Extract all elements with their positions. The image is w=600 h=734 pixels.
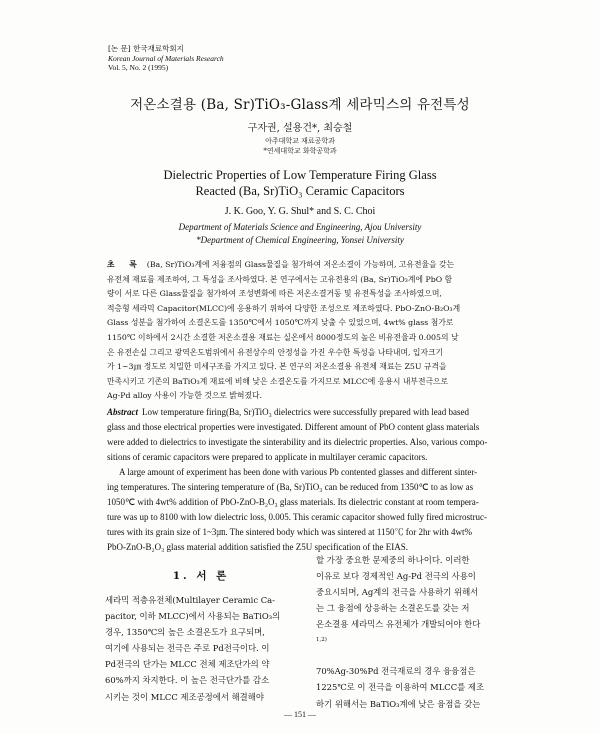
page-number: — 151 — xyxy=(284,710,316,719)
body-line: 시키는 것이 MLCC 제조공정에서 해결해야 xyxy=(105,691,264,702)
body-line: 1225℃로 이 전극을 이용하여 MLCC를 제조 xyxy=(316,682,485,693)
body-line: 60%까지 차지한다. 이 높은 전극단가를 감소 xyxy=(105,675,270,686)
abstract-line: PbO-ZnO-B₂O₃ glass material addition satisfied the Z5U specification of the EIAS. xyxy=(107,542,408,552)
body-line: Pd전극의 단가는 MLCC 전체 제조단가의 약 xyxy=(105,659,270,670)
abstract-line: glass and those electrical properties were investigated. Different amount of PbO content glass materials xyxy=(107,422,480,432)
abstract-line: Ag-Pd alloy 사용이 가능한 것으로 밝혀졌다. xyxy=(107,391,263,401)
abstract-line: ture was up to 8100 with low dielectric loss, 0.005. This ceramic capacitor showed fully fired microstruc- xyxy=(107,512,487,522)
abstract-line: 적층형 세라믹 Capacitor(MLCC)에 응용하기 위하여 다양한 조성으로 제조하였다. PbO-ZnO-B₂O₃계 xyxy=(107,303,461,313)
korean-affiliation-2: *연세대학교 화학공학과 xyxy=(263,147,337,155)
paragraph-gap xyxy=(316,650,506,663)
header-journal-korean: [논 문] 한국재료학회지 xyxy=(108,44,184,53)
english-authors: J. K. Goo, Y. G. Shul* and S. C. Choi xyxy=(224,206,376,217)
journal-header xyxy=(108,44,224,73)
abstract-line: sitions of ceramic capacitors were prepared to applicate in multilayer ceramic capacitors. xyxy=(107,452,428,462)
abstract-line: Glass 성분을 첨가하여 소결온도를 1350℃에서 1050℃까지 낮출 수 있었으며, 4wt% glass 첨가로 xyxy=(107,318,454,328)
body-line: 하기 위해서는 BaTiO₃계에 낮은 융점을 갖는 xyxy=(316,698,481,709)
abstract-line: 1050℃ with 4wt% addition of PbO-ZnO-B₂O₃ glass materials. Its dielectric constant at room tempera- xyxy=(107,497,479,507)
abstract-line: 유전체 재료를 제조하여, 그 특성을 조사하였다. 본 연구에서는 고유전용의 (Ba, Sr)TiO₃계에 PbO 함 xyxy=(107,274,453,284)
body-line: 중요시되며, Ag계의 전극을 사용하기 위해서 xyxy=(316,587,479,598)
reference-citation: 1,2) xyxy=(316,637,327,644)
korean-abstract xyxy=(107,258,499,404)
body-line: 여기에 사용되는 전극은 주로 Pd전극이다. 이 xyxy=(105,643,270,654)
body-line: pacitor, 이하 MLCC)에서 사용되는 BaTiO₃의 xyxy=(105,611,281,622)
body-line xyxy=(316,632,506,650)
body-column-right xyxy=(316,552,506,712)
english-title-line-1: Dielectric Properties of Low Temperature Firing Glass xyxy=(163,168,437,182)
english-abstract xyxy=(107,405,499,555)
abstract-line: 량이 서로 다른 Glass물질을 첨가하여 조성변화에 따른 저온소결거동 및 유전특성을 조사하였으며, xyxy=(107,289,442,299)
korean-affiliation-1: 아주대학교 재료공학과 xyxy=(265,137,335,145)
english-title-line-2: Reacted (Ba, Sr)TiO₃ Ceramic Capacitors xyxy=(195,184,405,198)
abstract-line: 1150℃ 이하에서 2시간 소결한 저온소결용 재료는 실온에서 8000정도의 높은 비유전율과 0.005의 낮 xyxy=(107,332,459,342)
abstract-line: 만족시키고 기존의 BaTiO₃계 재료에 비해 낮은 소결온도를 가지므로 MLCC에 응용시 내부전극으로 xyxy=(107,376,449,386)
section-heading-introduction: 1. 서 론 xyxy=(172,570,230,582)
body-line: 70%Ag-30%Pd 전극재료의 경우 융융점은 xyxy=(316,666,476,677)
abstract-line: Abstract Low temperature firing(Ba, Sr)TiO₃ dielectrics were successfully prepared with lead based xyxy=(107,407,469,417)
body-line: 세라믹 적층유전체(Multilayer Ceramic Ca- xyxy=(105,595,275,605)
korean-abstract-label: 초 록 xyxy=(107,260,143,269)
english-abstract-label: Abstract xyxy=(107,407,139,417)
abstract-line: 가 1~3㎛ 정도로 치밀한 미세구조를 가지고 있다. 본 연구의 저온소결용 유전체 재료는 Z5U 규격을 xyxy=(107,362,447,372)
body-line: 는 그 융점에 상응하는 소결온도를 갖는 저 xyxy=(316,603,470,614)
body-line: 이유로 보다 경제적인 Ag-Pd 전극의 사용이 xyxy=(316,571,476,582)
abstract-line: were added to dielectrics to investigate the sinterability and its dielectric properties. Also, various compo- xyxy=(107,437,488,447)
korean-title: 저온소결용 (Ba, Sr)TiO₃-Glass계 세라믹스의 유전특성 xyxy=(130,97,470,113)
body-column-left xyxy=(105,568,297,705)
abstract-line: ing temperatures. The sintering temperature of (Ba, Sr)TiO₃ can be reduced from 1350℃ to as low as xyxy=(107,482,474,492)
body-line: 할 가장 중요한 문제중의 하나이다. 이러한 xyxy=(316,555,470,565)
header-volume: Vol. 5, No. 2 (1995) xyxy=(108,63,169,72)
abstract-line: 초 록 (Ba, Sr)TiO₃계에 저융점의 Glass물질을 첨가하여 저온소결이 가능하며, 고유전율을 갖는 xyxy=(107,260,455,269)
english-affiliation-1: Department of Materials Science and Engineering, Ajou University xyxy=(178,222,422,232)
body-line: 경우, 1350℃의 높은 소결온도가 요구되며, xyxy=(105,627,265,638)
abstract-line: 은 유전손실 그리고 광역온도범위에서 유전상수의 안정성을 가진 우수한 특성을 나타내며, 입자크기 xyxy=(107,347,444,357)
korean-authors: 구자권, 설용건*, 최승철 xyxy=(247,123,353,134)
body-line: 온소결용 세라믹스 유전체가 개발되어야 한다 xyxy=(316,619,481,630)
english-affiliation-2: *Department of Chemical Engineering, Yonsei University xyxy=(196,235,404,245)
abstract-line: tures with its grain size of 1~3㎛. The sintered body which was sintered at 1150℃ for 2hr with 4wt% xyxy=(107,527,473,537)
abstract-line: A large amount of experiment has been done with various Pb contented glasses and different sinter- xyxy=(119,467,478,477)
header-journal-english: Korean Journal of Materials Research xyxy=(108,53,224,63)
